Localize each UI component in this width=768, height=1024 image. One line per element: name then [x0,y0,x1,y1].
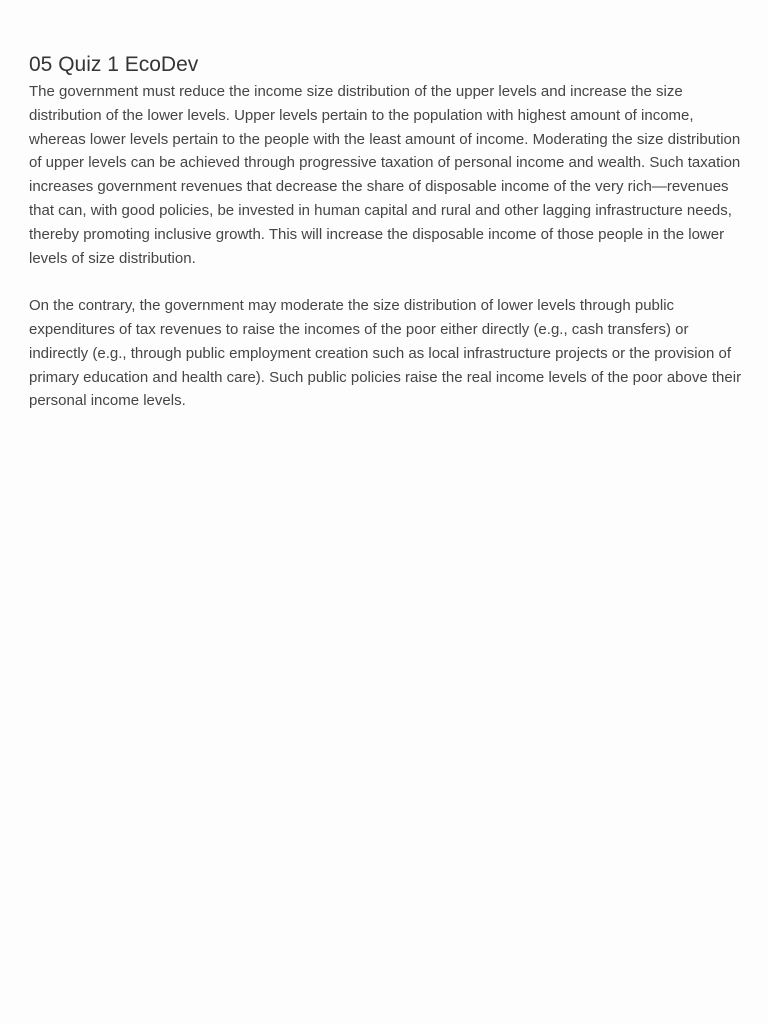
document-page [29,50,745,413]
document-title: 05 Quiz 1 EcoDev [29,53,199,76]
body-paragraph-2: On the contrary, the government may moderate the size distribution of lower levels through public expenditures of tax revenues to raise the incomes of the poor either directly (e.g., cash transfers) or indirectly (e.g., through public employment creation such as local infrastructure projects or the provision of primary education and health care). Such public policies raise the real income levels of the poor above their personal income levels. [29,297,742,410]
body-paragraph-1: The government must reduce the income size distribution of the upper levels and increase the size distribution of the lower levels. Upper levels pertain to the population with highest amount of income, whereas lower levels pertain to the people with the least amount of income. Moderating the size distribution of upper levels can be achieved through progressive taxation of personal income and wealth. Such taxation increases government revenues that decrease the share of disposable income of the very rich—revenues that can, with good policies, be invested in human capital and rural and other lagging infrastructure needs, thereby promoting inclusive growth. This will increase the disposable income of those people in the lower levels of size distribution. [29,83,741,267]
